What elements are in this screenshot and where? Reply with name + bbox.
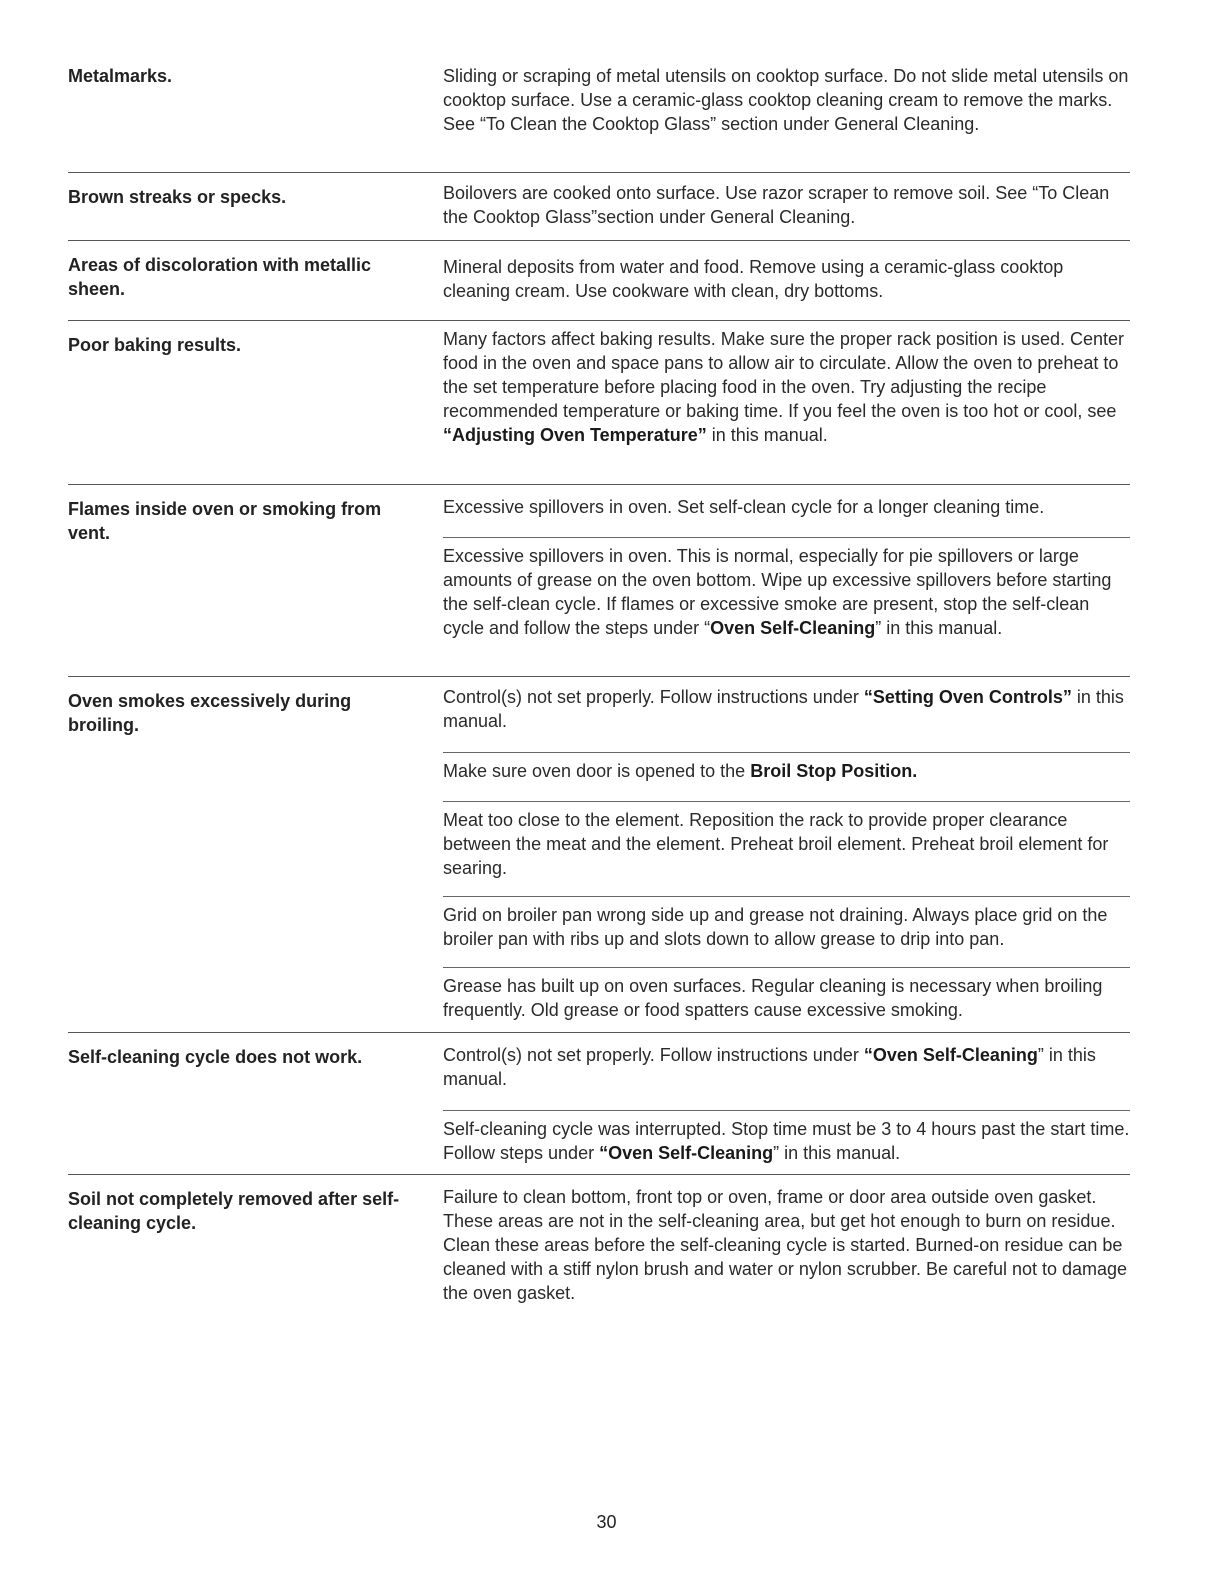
solution-segment: Control(s) not set properly. Follow instructions under [443,687,864,707]
problem-label: Soil not completely removed after self-cleaning cycle. [68,1189,400,1233]
solution-segment: Mineral deposits from water and food. Remove using a ceramic-glass cooktop cleaning cream. Use cookware with clean, dry bottoms. [443,257,1064,301]
solution-segment: Grease has built up on oven surfaces. Regular cleaning is necessary when broiling frequently. Old grease or food spatters cause excessive smoking. [443,976,1103,1020]
solution-emphasis: “Adjusting Oven Temperature” [443,425,707,445]
solution-text [443,685,1130,733]
solution-emphasis: “Oven Self-Cleaning [863,1045,1038,1065]
solution-text [443,64,1130,136]
solution-text [443,495,1130,519]
solution-segment: Meat too close to the element. Reposition the rack to provide proper clearance between the meat and the element. Preheat broil element. Preheat broil element for searing. [443,810,1109,878]
solution-segment: ” in this manual. [443,1045,1096,1089]
solution-segment: ” in this manual. [875,618,1003,638]
problem-label: Areas of discoloration with metallic sheen. [68,255,372,299]
problem-label: Poor baking results. [68,335,242,355]
solution-text [443,1043,1130,1091]
troubleshooting-row [68,1174,1130,1303]
problem-label: Flames inside oven or smoking from vent. [68,499,382,543]
troubleshooting-row [68,1032,1130,1163]
solution-segment: Failure to clean bottom, front top or oven, frame or door area outside oven gasket. These areas are not in the self-cleaning area, but get hot enough to burn on residue. Clean these areas before the self-cleaning cycle is started. Burned-on residue can be cleaned with a stiff nylon brush and water or nylon scrubber. Be careful not to damage the oven gasket. [443,1187,1128,1303]
solution-segment: in this manual. [706,425,828,445]
solution-emphasis: “Oven Self-Cleaning [599,1143,774,1163]
page-number: 30 [596,1512,617,1532]
troubleshooting-row [68,676,1130,1020]
solution-text [443,896,1130,951]
problem-label: Brown streaks or specks. [68,187,287,207]
solution-text [443,1110,1130,1165]
solution-emphasis: “Setting Oven Controls” [863,687,1072,707]
solution-segment: Make sure oven door is opened to the [443,761,751,781]
problem-label: Metalmarks. [68,66,173,86]
solution-text [443,801,1130,880]
solution-segment: Grid on broiler pan wrong side up and grease not draining. Always place grid on the broiler pan with ribs up and slots down to allow grease to drip into pan. [443,905,1108,949]
solution-emphasis: Broil Stop Position. [750,761,918,781]
solution-segment: Sliding or scraping of metal utensils on cooktop surface. Do not slide metal utensils on cooktop surface. Use a ceramic-glass cooktop cleaning cream to remove the marks. See “To Clean the Cooktop Glass” section under General Cleaning. [443,66,1129,134]
solution-text [443,967,1130,1022]
solution-text [443,327,1130,447]
solution-segment: Many factors affect baking results. Make sure the proper rack position is used. Center food in the oven and space pans to allow air to circulate. Allow the oven to preheat to the set temperature before placing food in the oven. Try adjusting the recipe recommended temperature or baking time. If you feel the oven is too hot or cool, see [443,329,1124,421]
troubleshooting-row [68,484,1130,638]
solution-segment: Control(s) not set properly. Follow instructions under [443,1045,864,1065]
solution-text [443,181,1130,229]
problem-label: Oven smokes excessively during broiling. [68,691,352,735]
solution-text [443,752,1130,783]
solution-segment: in this manual. [443,687,1124,731]
solution-text [443,1185,1130,1305]
solution-segment: Excessive spillovers in oven. This is normal, especially for pie spillovers or large amounts of grease on the oven bottom. Wipe up excessive spillovers before starting the self-clean cycle. If flames or excessive smoke are present, stop the self-clean cycle and follow the steps under “ [443,546,1112,638]
solution-segment: Excessive spillovers in oven. Set self-clean cycle for a longer cleaning time. [443,497,1045,517]
solution-emphasis: Oven Self-Cleaning [710,618,876,638]
solution-segment: ” in this manual. [773,1143,901,1163]
solution-text [443,537,1130,640]
solution-segment: Self-cleaning cycle was interrupted. Stop time must be 3 to 4 hours past the start time. Follow steps under [443,1119,1130,1163]
troubleshooting-row [68,240,1130,301]
solution-segment: Boilovers are cooked onto surface. Use razor scraper to remove soil. See “To Clean the Cooktop Glass”section under General Cleaning. [443,183,1110,227]
solution-text [443,255,1130,303]
troubleshooting-row [68,172,1130,227]
problem-label: Self-cleaning cycle does not work. [68,1047,363,1067]
troubleshooting-row [68,320,1130,445]
